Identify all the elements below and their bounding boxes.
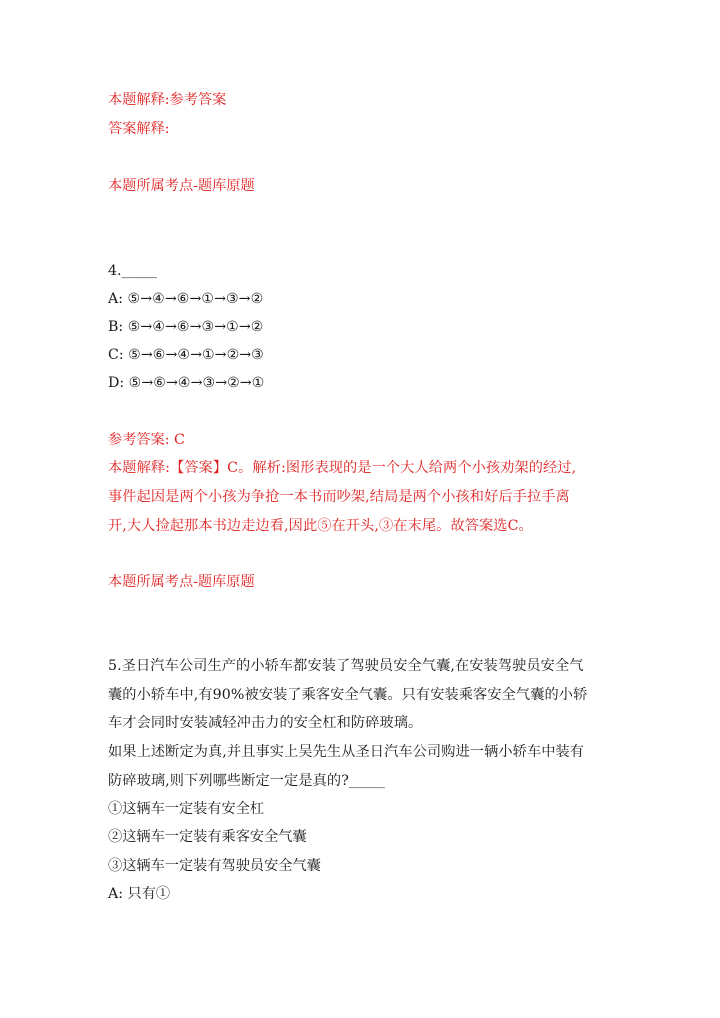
- q4-option-d: D: ⑤→⑥→④→③→②→①: [108, 375, 265, 391]
- q3-explanation-line: 本题解释:参考答案: [108, 92, 227, 108]
- q3-answer-explanation-line: 答案解释:: [108, 121, 170, 137]
- q4-explanation-line-2: 事件起因是两个小孩为争抢一本书而吵架,结局是两个小孩和好后手拉手离: [108, 489, 570, 505]
- q4-knowledge-point: 本题所属考点-题库原题: [108, 574, 255, 590]
- q4-reference-answer: 参考答案: C: [108, 432, 185, 448]
- q4-explanation-line-3: 开,大人捡起那本书边走边看,因此⑤在开头,③在末尾。故答案选C。: [108, 518, 533, 534]
- q5-option-a: A: 只有①: [108, 886, 171, 902]
- q5-stem-line-3: 车才会同时安装减轻冲击力的安全杠和防碎玻璃。: [108, 715, 423, 731]
- q4-stem: 4._____: [108, 263, 158, 279]
- q4-option-b: B: ⑤→④→⑥→③→①→②: [108, 319, 264, 335]
- q4-option-a: A: ⑤→④→⑥→①→③→②: [108, 291, 264, 307]
- q5-statement-3: ③这辆车一定装有驾驶员安全气囊: [108, 858, 321, 874]
- q4-option-c: C: ⑤→⑥→④→①→②→③: [108, 347, 264, 363]
- q5-stem-line-4: 如果上述断定为真,并且事实上吴先生从圣日汽车公司购进一辆小轿车中装有: [108, 744, 585, 760]
- q5-stem-line-1: 5.圣日汽车公司生产的小轿车都安装了驾驶员安全气囊,在安装驾驶员安全气: [108, 658, 584, 674]
- q5-statement-2: ②这辆车一定装有乘客安全气囊: [108, 829, 307, 845]
- q5-statement-1: ①这辆车一定装有安全杠: [108, 801, 265, 817]
- q4-explanation-line-1: 本题解释:【答案】C。解析:图形表现的是一个大人给两个小孩劝架的经过,: [108, 460, 577, 476]
- q5-stem-line-2: 囊的小轿车中,有90%被安装了乘客安全气囊。只有安装乘客安全气囊的小轿: [108, 687, 588, 703]
- q5-stem-line-5: 防碎玻璃,则下列哪些断定一定是真的?_____: [108, 773, 385, 789]
- q3-knowledge-point: 本题所属考点-题库原题: [108, 178, 255, 194]
